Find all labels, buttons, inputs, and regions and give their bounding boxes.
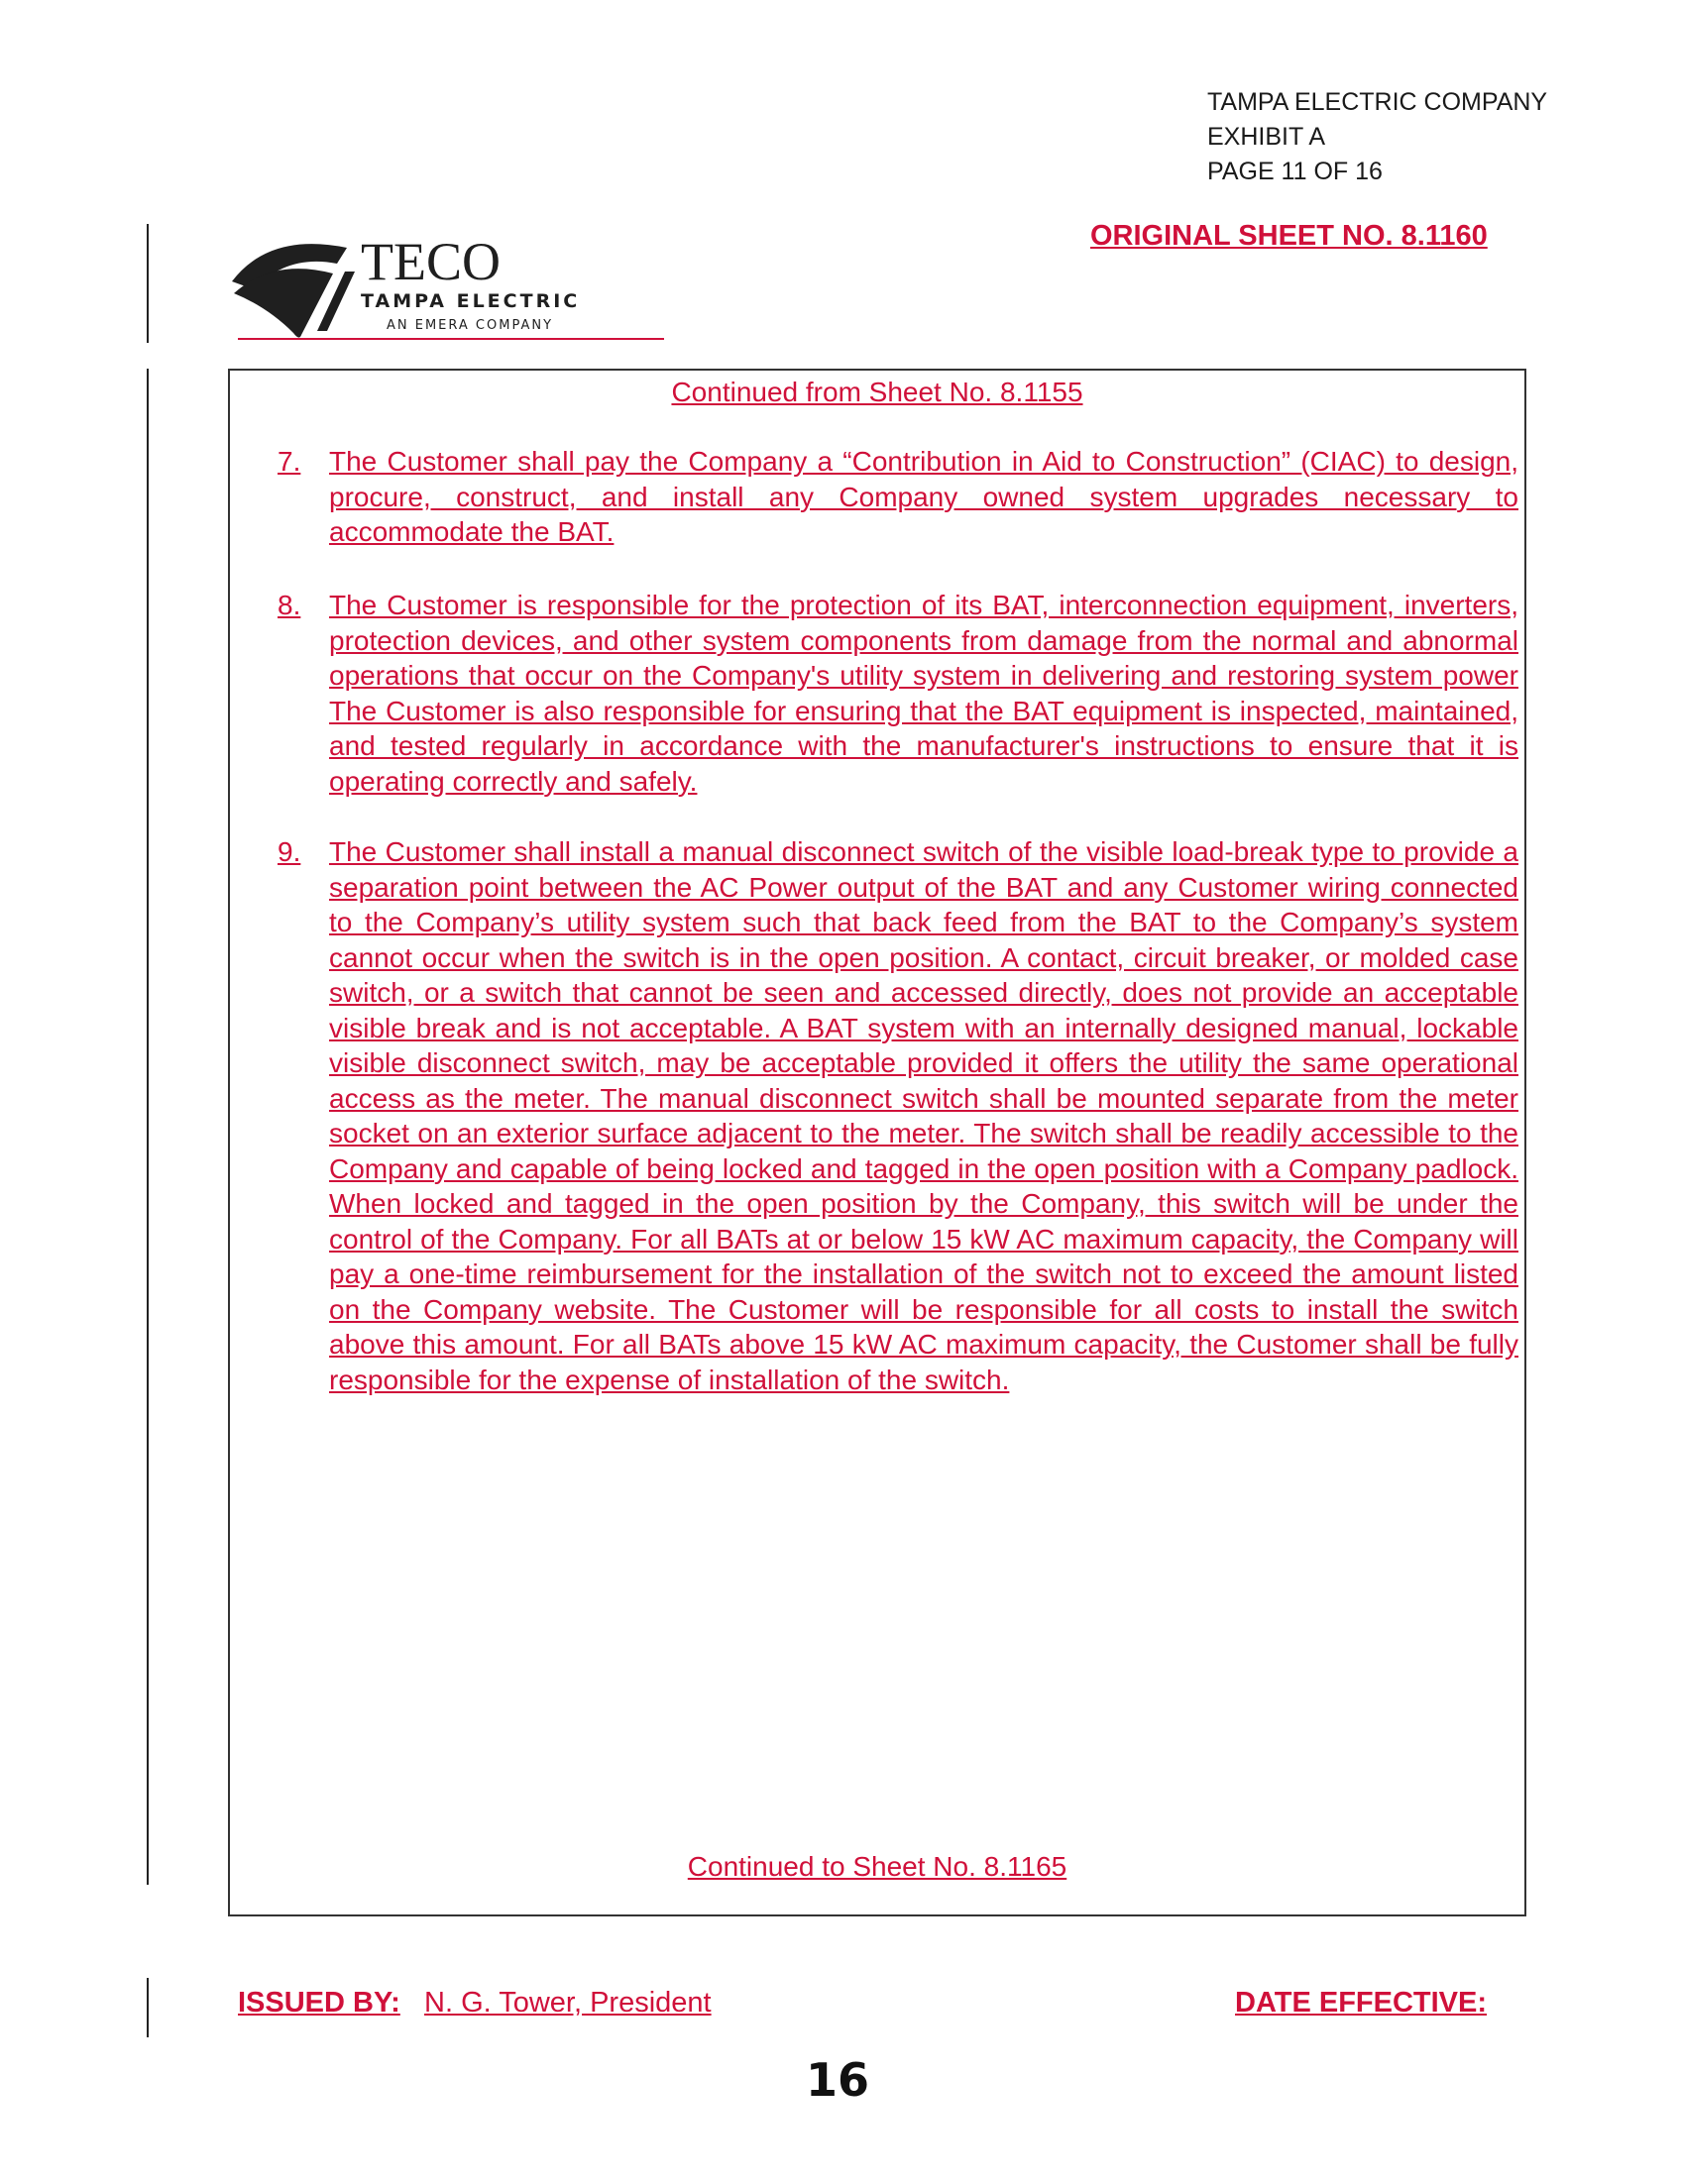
item-number: 9. [278,836,301,867]
teco-logo-icon [230,224,666,343]
svg-text:TECO: TECO [361,232,501,291]
date-effective-label: DATE EFFECTIVE: [1235,1987,1488,2019]
svg-text:TAMPA ELECTRIC: TAMPA ELECTRIC [361,290,581,312]
teco-logo [230,224,666,343]
company-name: TAMPA ELECTRIC COMPANY [1207,88,1548,116]
issued-by [238,1987,712,2020]
item-number: 8. [278,590,301,620]
revision-bar [147,1978,149,2037]
continued-to-note: Continued to Sheet No. 8.1165 [687,1851,1067,1882]
item-text: The Customer is responsible for the protection of its BAT, interconnection equipment, inverters, protection devices, and other system components from damage from the normal and abnormal operations that occur on the Company's utility system in delivering and restoring system power The Customer is also responsible for ensuring that the BAT equipment is inspected, maintained, and tested regularly in accordance with the manufacturer's instructions to ensure that it is operating correctly and safely. [329,590,1518,797]
revision-bar [147,224,149,343]
item-text: The Customer shall install a manual disconnect switch of the visible load-break type to provide a separation point between the AC Power output of the BAT and any Customer wiring connected to the Company’s utility system such that back feed from the BAT to the Company’s system cannot occur when the switch is in the open position. A contact, circuit breaker, or molded case switch, or a switch that cannot be seen and accessed directly, does not provide an acceptable visible break and is not acceptable. A BAT system with an internally designed manual, lockable visible disconnect switch, may be acceptable provided it offers the utility the same operational access as the meter. The manual disconnect switch shall be mounted separate from the meter socket on an exterior surface adjacent to the meter. The switch shall be readily accessible to the Company and capable of being locked and tagged in the open position with a Company padlock. When locked and tagged in the open position by the Company, this switch will be under the control of the Company. For all BATs at or below 15 kW AC maximum capacity, the Company will pay a one-time reimbursement for the installation of the switch not to exceed the amount listed on the Company website. The Customer will be responsible for all costs to install the switch above this amount. For all BATs above 15 kW AC maximum capacity, the Customer shall be fully responsible for the expense of installation of the switch. [329,836,1518,1395]
page-number: 16 [805,2053,869,2107]
page-of-label: PAGE 11 OF 16 [1207,158,1383,185]
item-text: The Customer shall pay the Company a “Contribution in Aid to Construction” (CIAC) to design, procure, construct, and install any Company owned system upgrades necessary to accommodate the BAT. [329,446,1518,547]
item-number: 7. [278,446,301,477]
company-info-block [1207,85,1547,189]
svg-text:AN EMERA COMPANY: AN EMERA COMPANY [387,318,554,333]
list-item [278,834,1518,1397]
continued-from-note: Continued from Sheet No. 8.1155 [671,377,1083,407]
issued-by-label: ISSUED BY: [238,1987,400,2019]
list-item [278,588,1518,799]
sheet-number: ORIGINAL SHEET NO. 8.1160 [1090,220,1488,252]
exhibit-label: EXHIBIT A [1207,123,1326,151]
issued-by-value: N. G. Tower, President [424,1987,712,2019]
list-item [278,444,1518,550]
revision-bar [147,369,149,1885]
